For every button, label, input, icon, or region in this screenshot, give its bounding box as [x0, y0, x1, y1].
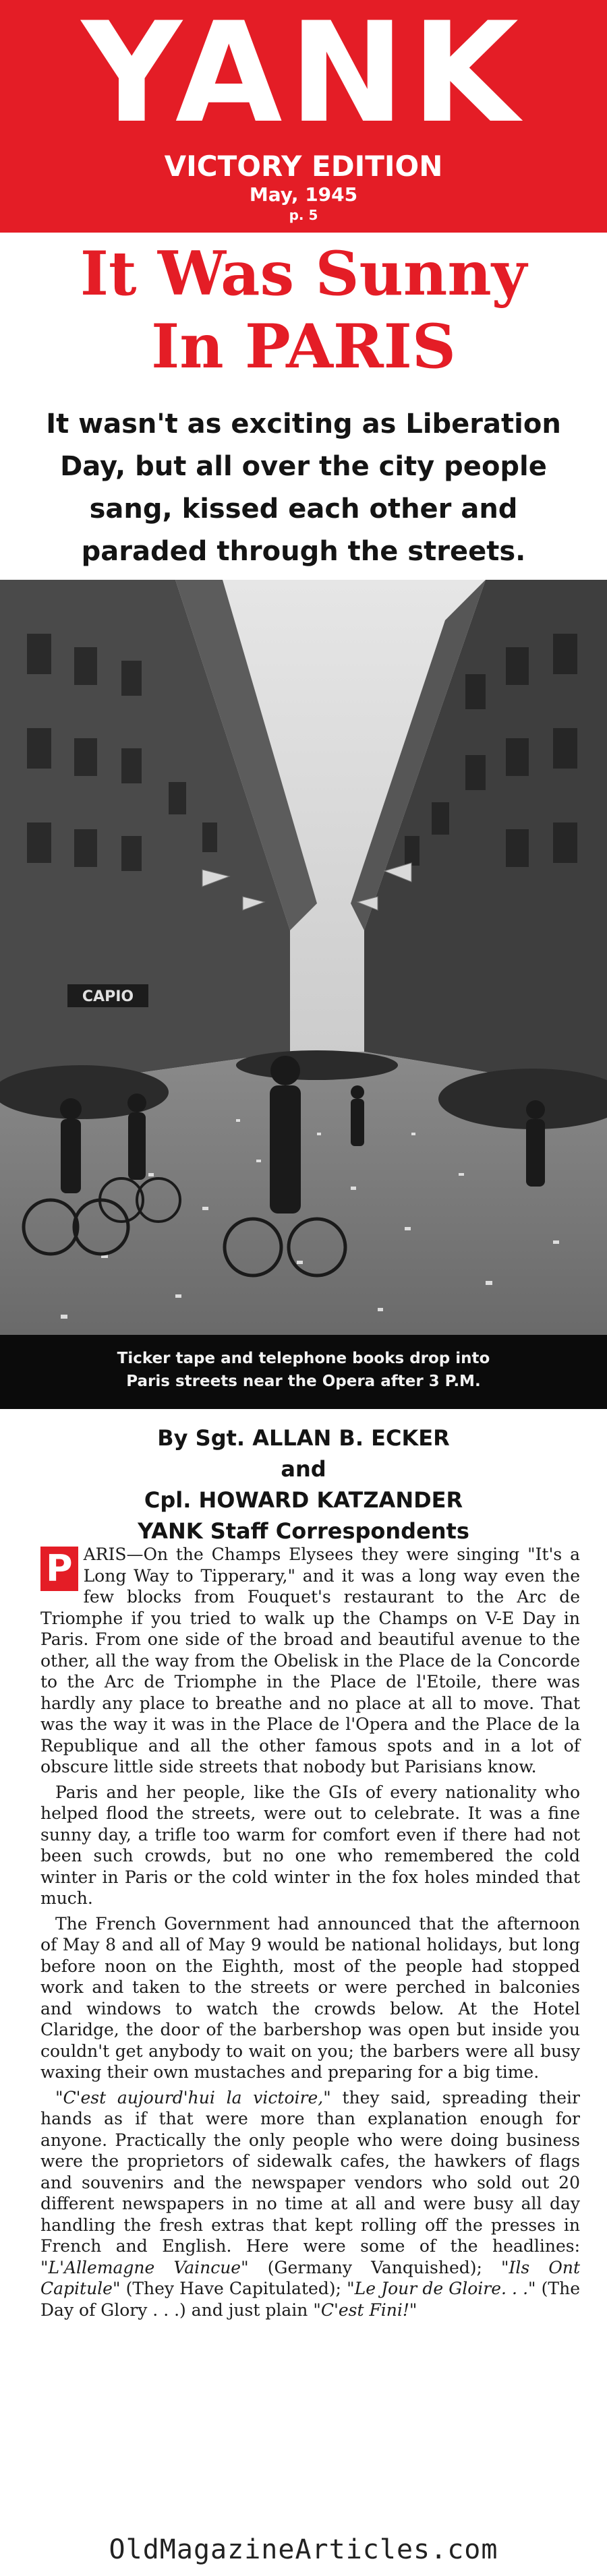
caption-line-1: Ticker tape and telephone books drop into — [117, 1350, 490, 1367]
headline-quote-1: "L'Allemagne Vaincue" — [40, 2257, 249, 2277]
caption-line-2: Paris streets near the Opera after 3 P.M. — [126, 1373, 481, 1390]
headline-line-2: In PARIS — [151, 311, 456, 382]
headline-translation-2: (They Have Capitulated); — [120, 2279, 347, 2298]
paragraph-2: Paris and her people, like the GIs of every nationality who helped flood the streets, were out to celebrate. It was a fine sunny day, a trifle too warm for comfort even if there had not been such crowds, but no one who remembered the cold winter in Paris or the cold winter in the fox holes minded that much. — [40, 1782, 580, 1908]
article-headline — [0, 237, 607, 383]
page-number: p. 5 — [289, 207, 318, 223]
paragraph-1 — [40, 1544, 580, 1778]
yank-logo: YANK — [82, 0, 525, 154]
headline-line-1: It Was Sunny — [80, 238, 527, 309]
street-photo-illustration — [0, 580, 607, 1335]
victory-quote: "C'est aujourd'hui la victoire," — [55, 2087, 331, 2107]
headline-quote-4: "C'est Fini!" — [313, 2300, 417, 2320]
shop-sign: CAPIO — [82, 988, 134, 1005]
paragraph-1-text: ARIS—On the Champs Elysees they were singing "It's a Long Way to Tipperary," and it was a long way even the few blocks from Fouquet's restaurant to the Arc de Triomphe if you tried to walk up the Champs on V-E Day in Paris. From one side of the broad and beautiful avenue to the other, all the way from the Obelisk in the Place de la Concorde to the Arc de Triomphe in the Place de l'Etoile, there was hardly any place to breathe and no place at all to move. That was the way it was in the Place de l'Opera and the Place de la Republique and all the other famous spots and in a lot of obscure little side streets that nobody but Parisians know. — [40, 1545, 580, 1776]
issue-date: May, 1945 — [249, 183, 358, 206]
article-body — [40, 1544, 580, 2325]
byline — [0, 1422, 607, 1547]
headline-translation-3: (The Day of Glory . . .) and just plain — [40, 2279, 580, 2320]
author-1: By Sgt. ALLAN B. ECKER — [157, 1425, 450, 1451]
byline-and: and — [281, 1456, 326, 1482]
street-photo — [0, 580, 607, 1335]
edition-label: VICTORY EDITION — [164, 150, 443, 183]
paragraph-4 — [40, 2087, 580, 2321]
paragraph-4-text: they said, spreading their hands as if that were more than explanation enough for anyone. Practically the only people who were doing business were the proprietors of sidewalk cafes, the hawkers of flags and souvenirs and the newspaper vendors who sold out 20 different newspapers in no time at all and were busy all day handling the fresh extras that kept rolling off the presses in French and English. Here were some of the headlines: — [40, 2087, 580, 2256]
masthead — [0, 0, 607, 233]
article-dek: It wasn't as exciting as Liberation Day, but all over the city people sang, kissed each other and paraded through the streets. — [46, 409, 561, 567]
paragraph-3: The French Government had announced that the afternoon of May 8 and all of May 9 would be national holidays, but long before noon on the Eighth, most of the people had stopped work and taken to the streets or were perched in balconies and windows to watch the crowds below. At the Hotel Claridge, the door of the barbershop was open but inside you couldn't get anybody to wait on you; the barbers were all busy waxing their own mustaches and preparing for a big time. — [40, 1913, 580, 2082]
drop-cap: P — [40, 1547, 78, 1591]
headline-quote-3: "Le Jour de Gloire. . ." — [347, 2279, 536, 2298]
site-footer: OldMagazineArticles.com — [109, 2534, 498, 2565]
photo-caption — [0, 1335, 607, 1409]
author-2: Cpl. HOWARD KATZANDER — [144, 1487, 463, 1513]
headline-quote-2: "Ils Ont Capitule" — [40, 2257, 581, 2298]
author-role: YANK Staff Correspondents — [138, 1518, 469, 1544]
headline-translation-1: (Germany Vanquished); — [248, 2257, 502, 2277]
